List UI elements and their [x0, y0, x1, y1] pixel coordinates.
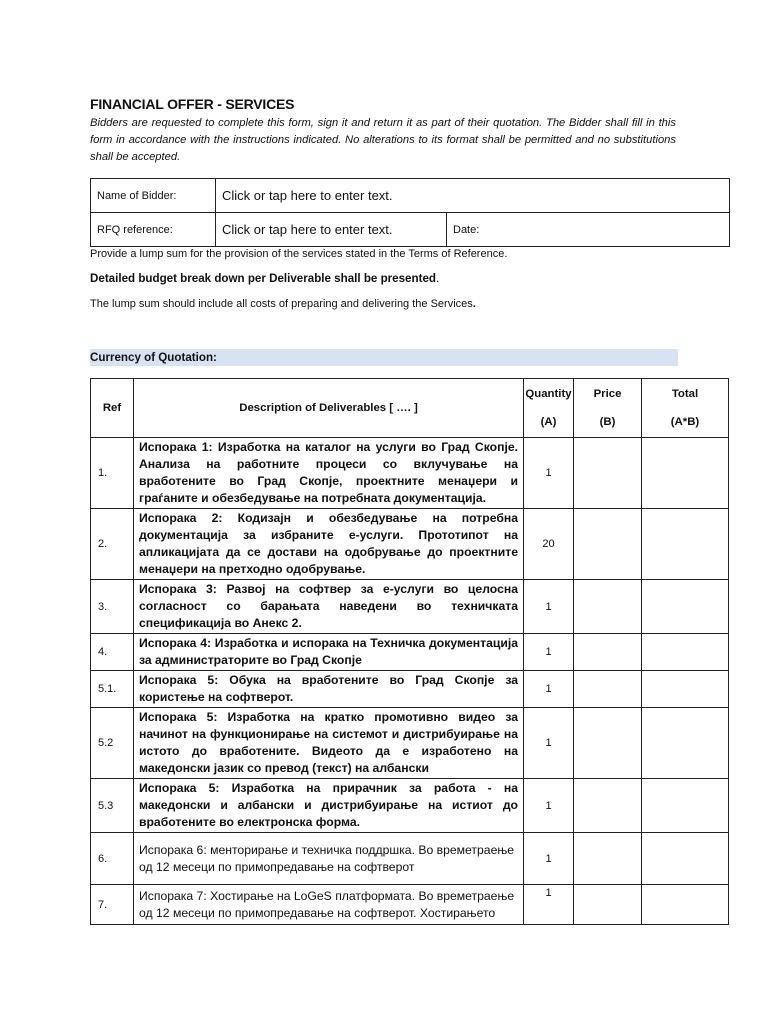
- row-total-cell[interactable]: [642, 885, 729, 925]
- row-ref: 5.2: [91, 708, 134, 779]
- page-title: FINANCIAL OFFER - SERVICES: [90, 96, 295, 112]
- deliverable-row: [91, 708, 729, 779]
- deliverable-row: [91, 885, 729, 925]
- row-ref: 4.: [91, 634, 134, 671]
- row-ref: 6.: [91, 833, 134, 885]
- deliverable-row: [91, 509, 729, 580]
- bidder-name-row: [91, 179, 730, 213]
- row-price-cell[interactable]: [574, 779, 642, 833]
- header-quantity: [524, 379, 574, 438]
- row-description: Испорака 3: Развој на софтвер за е-услуги во целосна согласност со барањата наведени во техничката спецификација во Анекс 2.: [134, 580, 524, 634]
- row-total-cell[interactable]: [642, 438, 729, 509]
- header-total: [642, 379, 729, 438]
- row-ref: 5.3: [91, 779, 134, 833]
- row-ref: 1.: [91, 438, 134, 509]
- row-quantity: 1: [524, 779, 574, 833]
- row-quantity: 1: [524, 580, 574, 634]
- row-quantity: 1: [524, 833, 574, 885]
- row-price-cell[interactable]: [574, 708, 642, 779]
- row-description: Испорака 5: Обука на вработените во Град Скопје за користење на софтверот.: [134, 671, 524, 708]
- deliverables-header-row: [91, 379, 729, 438]
- budget-breakdown-note: [90, 272, 730, 285]
- bidder-name-label: Name of Bidder:: [91, 179, 216, 213]
- header-quantity-label: Quantity: [525, 388, 572, 400]
- currency-of-quotation[interactable]: Currency of Quotation:: [90, 349, 678, 366]
- row-description: Испорака 2: Кодизајн и обезбедување на потребна документација за избраните е-услуги. Прототипот на апликацијата да се достави на одобрување до проектните менаџери на претходно одобрување.: [134, 509, 524, 580]
- deliverable-row: [91, 634, 729, 671]
- lump-sum-costs-text: The lump sum should include all costs of preparing and delivering the Services: [90, 298, 473, 310]
- row-quantity: 1: [524, 438, 574, 509]
- lump-sum-costs-period: .: [472, 298, 476, 310]
- row-description: Испорака 4: Изработка и испорака на Техничка документација за администраторите во Град Скопје: [134, 634, 524, 671]
- row-price-cell[interactable]: [574, 438, 642, 509]
- row-description: Испорака 1: Изработка на каталог на услуги во Град Скопје. Анализа на работните процеси со вклучување на вработените во Град Скопје, проектните менаџери и граѓаните и обезбедување на потребната документација.: [134, 438, 524, 509]
- row-description: Испорака 5: Изработка на кратко промотивно видео за начинот на функционирање на системот и дистрибуирање на истото до вработените. Видеото да е изработено на македонски јазик со превод (текст) на албански: [134, 708, 524, 779]
- header-total-label: Total: [671, 388, 699, 400]
- row-price-cell[interactable]: [574, 671, 642, 708]
- row-quantity: 20: [524, 509, 574, 580]
- rfq-row: [91, 213, 730, 247]
- date-field[interactable]: Date:: [447, 213, 730, 247]
- row-total-cell[interactable]: [642, 634, 729, 671]
- row-total-cell[interactable]: [642, 708, 729, 779]
- header-total-code: (A*B): [670, 416, 700, 428]
- deliverable-row: [91, 580, 729, 634]
- instructions-text: Bidders are requested to complete this form, sign it and return it as part of their quotation. The Bidder shall fill in this form in accordance with the instructions indicated. No alterations to its format shall be permitted and no substitutions shall be accepted.: [90, 117, 676, 163]
- row-total-cell[interactable]: [642, 671, 729, 708]
- header-quantity-code: (A): [540, 416, 557, 428]
- row-total-cell[interactable]: [642, 779, 729, 833]
- budget-breakdown-period: .: [435, 272, 440, 285]
- row-price-cell[interactable]: [574, 634, 642, 671]
- bidder-name-field[interactable]: Click or tap here to enter text.: [216, 179, 730, 213]
- row-total-cell[interactable]: [642, 833, 729, 885]
- header-price-label: Price: [593, 388, 622, 400]
- header-description: Description of Deliverables [ …. ]: [134, 379, 524, 438]
- row-quantity: 1: [524, 634, 574, 671]
- header-price-code: (B): [599, 416, 616, 428]
- deliverable-row: [91, 671, 729, 708]
- row-quantity: 1: [524, 671, 574, 708]
- row-quantity: 1: [524, 708, 574, 779]
- row-description: Испорака 6: менторирање и техничка поддршка. Во времетраење од 12 месеци по примопредавање на софтверот: [134, 833, 524, 885]
- bidder-info-table: [90, 178, 730, 247]
- deliverable-row: [91, 833, 729, 885]
- lump-sum-note: Provide a lump sum for the provision of the services stated in the Terms of Reference.: [90, 248, 508, 260]
- row-ref: 7.: [91, 885, 134, 925]
- row-price-cell[interactable]: [574, 580, 642, 634]
- header-price: [574, 379, 642, 438]
- row-price-cell[interactable]: [574, 885, 642, 925]
- row-quantity: 1: [524, 885, 574, 925]
- deliverable-row: [91, 438, 729, 509]
- financial-offer-form: [90, 96, 730, 925]
- deliverable-row: [91, 779, 729, 833]
- rfq-reference-field[interactable]: Click or tap here to enter text.: [216, 213, 447, 247]
- row-ref: 3.: [91, 580, 134, 634]
- budget-breakdown-text: Detailed budget break down per Deliverable shall be presented: [90, 272, 436, 285]
- row-price-cell[interactable]: [574, 509, 642, 580]
- row-price-cell[interactable]: [574, 833, 642, 885]
- lump-sum-costs-note: [90, 298, 730, 310]
- header-ref: Ref: [91, 379, 134, 438]
- row-ref: 5.1.: [91, 671, 134, 708]
- rfq-reference-label: RFQ reference:: [91, 213, 216, 247]
- row-total-cell[interactable]: [642, 580, 729, 634]
- row-description: Испорака 5: Изработка на прирачник за работа - на македонски и албански и дистрибуирање на истиот до вработените во електронска форма.: [134, 779, 524, 833]
- row-description: Испорака 7: Хостирање на LoGeS платформата. Во времетраење од 12 месеци по примопредавање на софтверот. Хостирањето: [134, 885, 524, 925]
- row-ref: 2.: [91, 509, 134, 580]
- deliverables-table: [90, 378, 729, 925]
- row-total-cell[interactable]: [642, 509, 729, 580]
